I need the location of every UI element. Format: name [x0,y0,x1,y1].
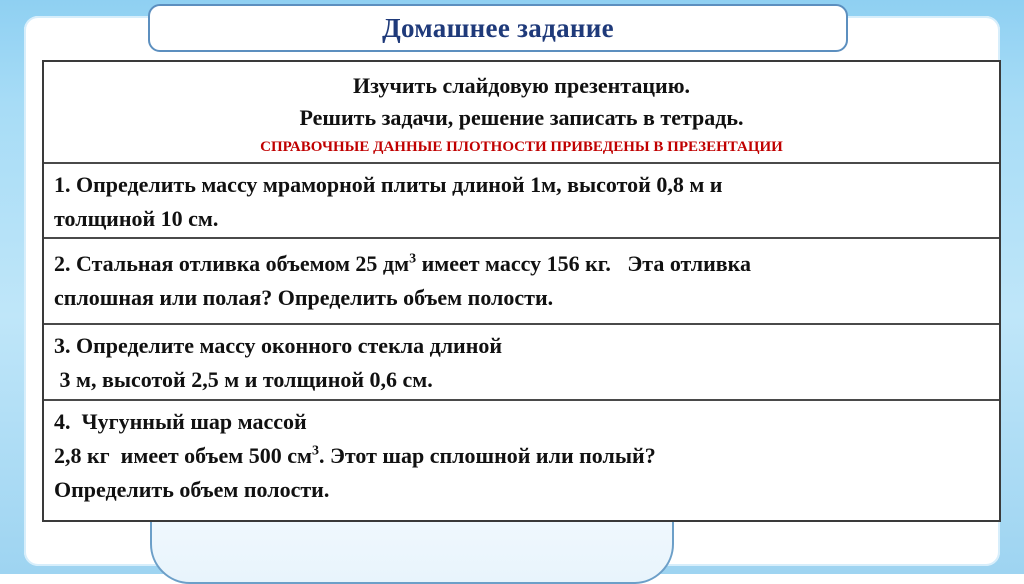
task-3-text [54,329,989,397]
task-4-text [54,405,989,507]
table-row [44,325,999,401]
task-2-line-2: сплошная или полая? Определить объем полости. [54,285,554,310]
homework-table [42,60,1001,522]
table-row [44,239,999,325]
task-4-line-2 [54,439,989,473]
task-3-line-1: 3. Определите массу оконного стекла длиной [54,333,503,358]
header-note: СПРАВОЧНЫЕ ДАННЫЕ ПЛОТНОСТИ ПРИВЕДЕНЫ В ПРЕЗЕНТАЦИИ [260,139,783,155]
task-4-line-2-a: 2,8 кг имеет объем 500 см [54,443,312,468]
title-box [148,4,848,52]
slide-title: Домашнее задание [382,12,614,43]
task-2-line-1 [54,247,989,281]
header-line-2: Решить задачи, решение записать в тетрадь. [299,105,744,130]
task-2-text [54,247,989,315]
header-line-1: Изучить слайдовую презентацию. [352,73,690,98]
task-1-line-2: толщиной 10 см. [54,206,219,231]
task-1-text [54,168,989,236]
task-2-superscript: 3 [409,251,417,267]
table-header-row [44,62,999,164]
task-1-line-1: 1. Определить массу мраморной плиты длиной 1м, высотой 0,8 м и [54,172,723,197]
task-4-line-2-b: . Этот шар сплошной или полый? [318,443,656,468]
table-row [44,164,999,239]
task-2-line-1-b: имеет массу 156 кг. Эта отливка [416,251,752,276]
table-row [44,401,999,520]
task-2-line-1-a: 2. Стальная отливка объемом 25 дм [54,251,410,276]
task-3-line-2: 3 м, высотой 2,5 м и толщиной 0,6 см. [54,367,433,392]
task-4-line-3: Определить объем полости. [54,477,330,502]
task-4-line-1: 4. Чугунный шар массой [54,409,307,434]
task-4-superscript: 3 [311,443,319,459]
